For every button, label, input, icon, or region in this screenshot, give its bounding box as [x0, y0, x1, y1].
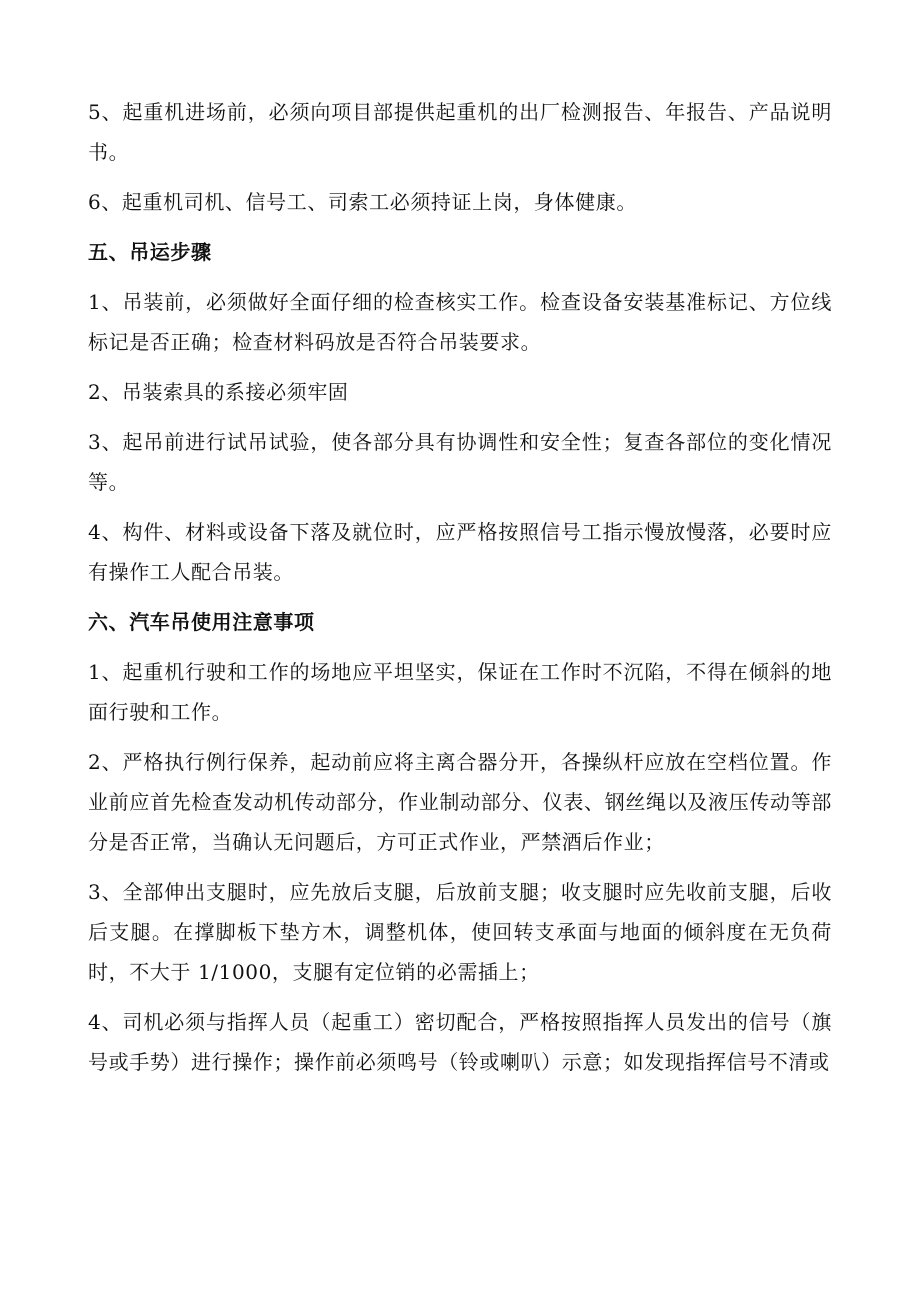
- paragraph-step-3: 3、起吊前进行试吊试验，使各部分具有协调性和安全性；复查各部位的变化情况等。: [88, 430, 832, 494]
- section-heading-truck-crane-notes: 六、汽车吊使用注意事项: [88, 610, 315, 634]
- paragraph-note-4: 4、司机必须与指挥人员（起重工）密切配合，严格按照指挥人员发出的信号（旗号或手势）进行操作；操作前必须鸣号（铃或喇叭）示意；如发现指挥信号不清或: [88, 1010, 832, 1074]
- paragraph-note-2: 2、严格执行例行保养，起动前应将主离合器分开，各操纵杆应放在空档位置。作业前应首先检查发动机传动部分，作业制动部分、仪表、钢丝绳以及液压传动等部分是否正常，当确认无问题后，方可正式作业，严禁酒后作业；: [88, 750, 832, 854]
- section-heading-lifting-steps: 五、吊运步骤: [88, 240, 212, 264]
- paragraph-item-5: 5、起重机进场前，必须向项目部提供起重机的出厂检测报告、年报告、产品说明书。: [88, 100, 832, 164]
- paragraph-item-6: 6、起重机司机、信号工、司索工必须持证上岗，身体健康。: [88, 190, 637, 214]
- paragraph-step-4: 4、构件、材料或设备下落及就位时，应严格按照信号工指示慢放慢落，必要时应有操作工人配合吊装。: [88, 520, 832, 584]
- paragraph-step-1: 1、吊装前，必须做好全面仔细的检查核实工作。检查设备安装基准标记、方位线标记是否正确；检查材料码放是否符合吊装要求。: [88, 290, 832, 354]
- paragraph-note-1: 1、起重机行驶和工作的场地应平坦坚实，保证在工作时不沉陷，不得在倾斜的地面行驶和工作。: [88, 660, 832, 724]
- paragraph-note-3: 3、全部伸出支腿时，应先放后支腿，后放前支腿；收支腿时应先收前支腿，后收后支腿。在撑脚板下垫方木，调整机体，使回转支承面与地面的倾斜度在无负荷时，不大于 1/1000，支腿有定位销的必需插上；: [88, 880, 832, 984]
- paragraph-step-2: 2、吊装索具的系接必须牢固: [88, 380, 349, 404]
- document-body: [88, 92, 832, 1092]
